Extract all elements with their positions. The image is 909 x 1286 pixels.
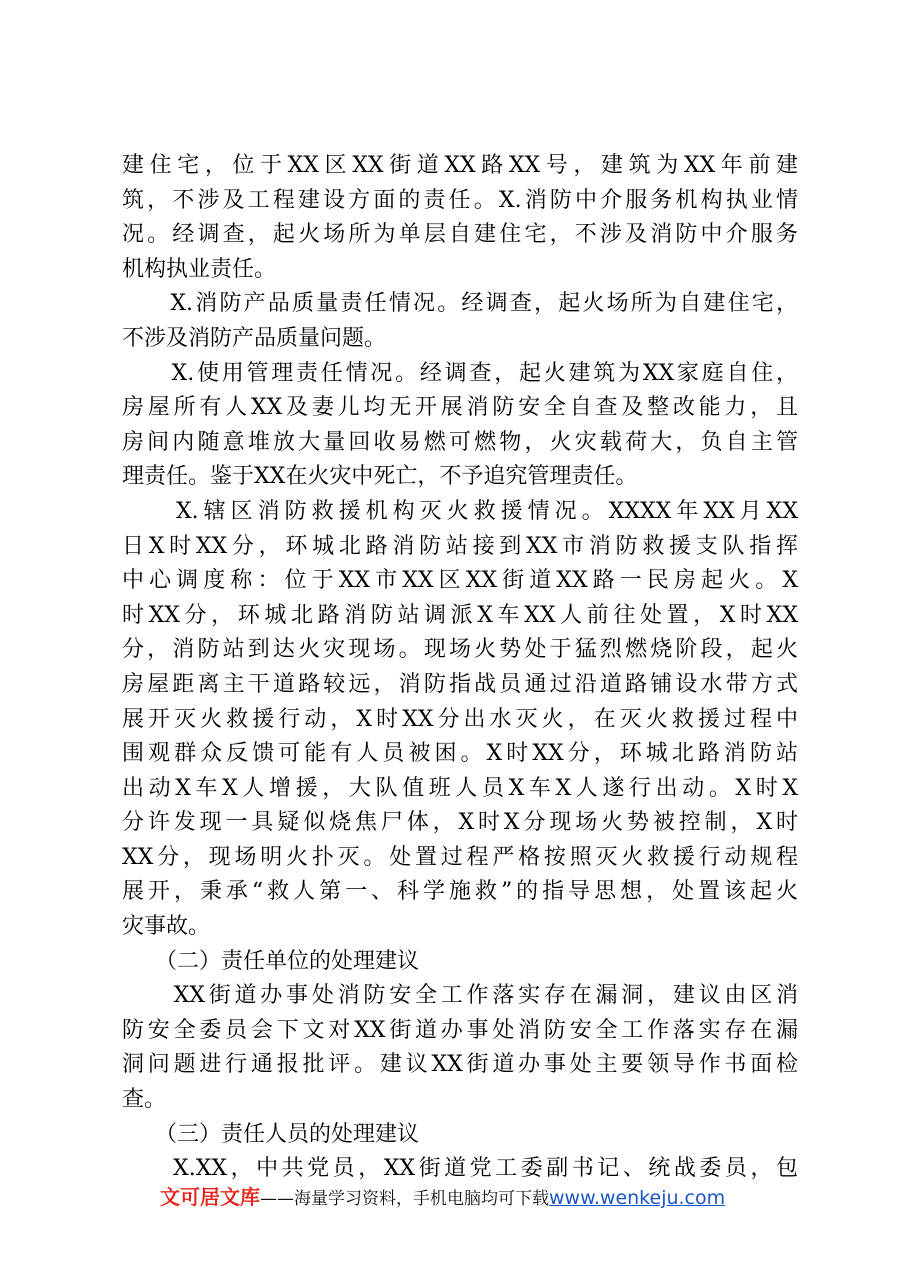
text-line: 不涉及消防产品质量问题。 [122,325,387,351]
text-line: 机构执业责任。 [122,256,277,282]
text-line: 出动X车X人增援，大队值班人员X车X人遂行出动。X时X [122,775,798,801]
text-line: 围观群众反馈可能有人员被困。X时XX分，环城北路消防站 [122,741,798,767]
document-body [122,149,798,1187]
text-line: 况。经调查，起火场所为单层自建住宅，不涉及消防中介服务 [122,222,798,248]
section-heading: （二）责任单位的处理建议 [122,948,420,974]
text-line: 洞问题进行通报批评。建议XX街道办事处主要领导作书面检 [122,1052,798,1078]
text-line: 灾事故。 [122,914,211,940]
footer-banner [160,1182,725,1212]
text-line: 展开，秉承“救人第一、科学施救”的指导思想，处置该起火 [122,879,798,905]
text-line: 查。 [122,1087,167,1113]
section-heading: （三）责任人员的处理建议 [122,1121,420,1147]
text-line: X.XX，中共党员，XX街道党工委副书记、统战委员，包 [122,1156,798,1182]
footer-brand: 文可居文库 [160,1185,260,1209]
text-line: 分，消防站到达火灾现场。现场火势处于猛烈燃烧阶段，起火 [122,637,798,663]
text-line: 理责任。鉴于XX在火灾中死亡，不予追究管理责任。 [122,464,638,490]
text-line: X.辖区消防救援机构灭火救援情况。XXXX年XX月XX [122,498,798,524]
text-line: 房屋距离主干道路较远，消防指战员通过沿道路铺设水带方式 [122,671,798,697]
footer-link[interactable]: www.wenkeju.com [549,1187,726,1209]
text-line: X.使用管理责任情况。经调查，起火建筑为XX家庭自住， [122,360,798,386]
text-line: 中心调度称：位于XX市XX区XX街道XX路一民房起火。X [122,568,798,594]
text-line: 时XX分，环城北路消防站调派X车XX人前往处置，X时XX [122,602,798,628]
text-line: 防安全委员会下文对XX街道办事处消防安全工作落实存在漏 [122,1017,798,1043]
text-line: XX街道办事处消防安全工作落实存在漏洞，建议由区消 [122,983,798,1009]
footer-tagline: ——海量学习资料，手机电脑均可下载 [260,1189,549,1209]
text-line: 分许发现一具疑似烧焦尸体，X时X分现场火势被控制，X时 [122,810,798,836]
text-line: 房屋所有人XX及妻儿均无开展消防安全自查及整改能力，且 [122,395,798,421]
text-line: XX分，现场明火扑灭。处置过程严格按照灭火救援行动规程 [122,844,798,870]
text-line: 建住宅，位于XX区XX街道XX路XX号，建筑为XX年前建 [122,153,798,178]
text-line: 筑，不涉及工程建设方面的责任。X.消防中介服务机构执业情 [122,187,798,213]
text-line: 日X时XX分，环城北路消防站接到XX市消防救援支队指挥 [122,533,798,559]
text-line: 房间内随意堆放大量回收易燃可燃物，火灾载荷大，负自主管 [122,429,798,455]
text-line: 展开灭火救援行动，X时XX分出水灭火，在灭火救援过程中 [122,706,798,732]
text-line: X.消防产品质量责任情况。经调查，起火场所为自建住宅， [122,291,798,317]
